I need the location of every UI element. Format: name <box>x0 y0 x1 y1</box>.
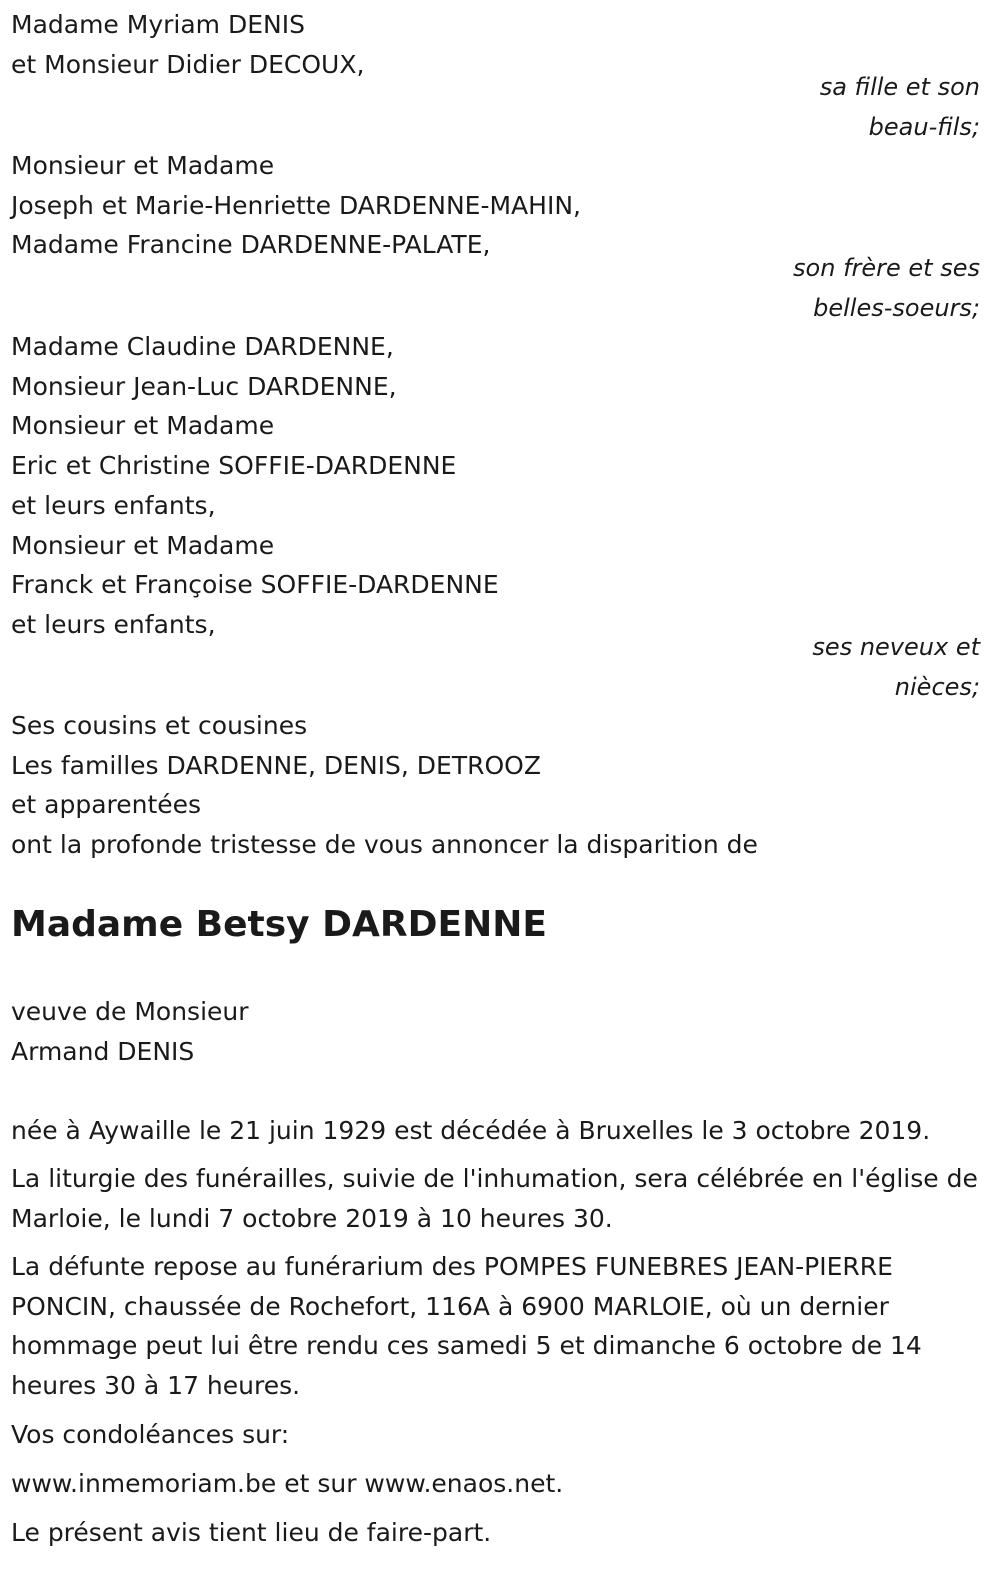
family-group-daughter <box>11 5 364 84</box>
widow-of <box>11 992 249 1071</box>
family-group-nephews <box>11 327 499 645</box>
family-group-siblings <box>11 146 581 265</box>
family-line: Franck et Françoise SOFFIE-DARDENNE <box>11 570 499 600</box>
widow-line: Armand DENIS <box>11 1036 195 1066</box>
closing-line: et apparentées <box>11 790 202 820</box>
closing-line: Ses cousins et cousines <box>11 711 308 740</box>
relation-label-siblings <box>793 249 980 328</box>
family-line: Madame Claudine DARDENNE, <box>11 332 394 361</box>
family-line: Madame Francine DARDENNE-PALATE, <box>11 230 491 260</box>
relation-line: son frère et ses <box>793 254 980 282</box>
family-line: Monsieur et Madame <box>11 151 275 180</box>
family-line: Monsieur Jean-Luc DARDENNE, <box>11 371 397 401</box>
family-line: Monsieur et Madame <box>11 530 275 560</box>
family-line: et leurs enfants, <box>11 490 216 520</box>
relation-label-daughter <box>820 68 980 147</box>
relation-line: ses neveux et <box>812 633 980 661</box>
widow-line: veuve de Monsieur <box>11 997 249 1026</box>
birth-death-info: née à Aywaille le 21 juin 1929 est décédée à Bruxelles le 3 octobre 2019. <box>11 1116 931 1145</box>
family-line: Monsieur et Madame <box>11 411 275 441</box>
condolences-label: Vos condoléances sur: <box>11 1420 290 1449</box>
closing-family <box>11 706 758 865</box>
family-line: Madame Myriam DENIS <box>11 10 305 39</box>
relation-line: sa fille et son <box>819 73 980 101</box>
announcement-line: ont la profonde tristesse de vous annoncer la disparition de <box>11 830 758 860</box>
relation-line: nièces; <box>894 672 980 701</box>
relation-label-nephews <box>812 628 980 707</box>
deceased-name: Madame Betsy DARDENNE <box>11 904 547 945</box>
family-line: et leurs enfants, <box>11 609 216 639</box>
faire-part-note: Le présent avis tient lieu de faire-part. <box>11 1518 492 1547</box>
relation-line: beau-fils; <box>868 112 980 141</box>
closing-line: Les familles DARDENNE, DENIS, DETROOZ <box>11 750 541 780</box>
family-line: et Monsieur Didier DECOUX, <box>11 49 365 79</box>
family-line: Joseph et Marie-Henriette DARDENNE-MAHIN, <box>11 190 581 220</box>
relation-line: belles-soeurs; <box>813 293 980 322</box>
funerarium-info: La défunte repose au funérarium des POMPES FUNEBRES JEAN-PIERRE PONCIN, chaussée de Rochefort, 116A à 6900 MARLOIE, où un dernier hommage peut lui être rendu ces samedi 5 et dimanche 6 octobre de 14 heures 30 à 17 heures. <box>11 1252 922 1401</box>
family-line: Eric et Christine SOFFIE-DARDENNE <box>11 451 457 481</box>
condolences-links: www.inmemoriam.be et sur www.enaos.net. <box>11 1469 564 1498</box>
funeral-info: La liturgie des funérailles, suivie de l'inhumation, sera célébrée en l'église de Marloie, le lundi 7 octobre 2019 à 10 heures 30. <box>11 1164 978 1233</box>
